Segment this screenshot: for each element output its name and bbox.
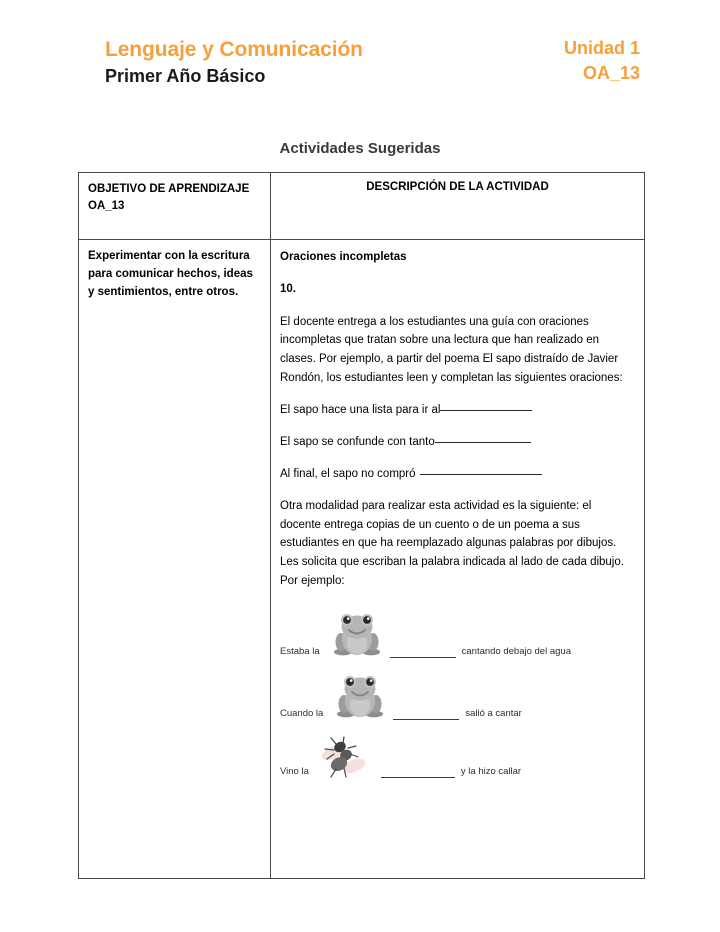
picture-sentence-3-tail: y la hizo callar [460, 766, 522, 778]
frog-illustration [326, 612, 388, 660]
picture-sentence-1-lead: Estaba la [280, 646, 320, 658]
picture-sentences-block [280, 612, 635, 780]
grade-title: Primer Año Básico [105, 65, 266, 86]
page-title: Actividades Sugeridas [279, 140, 441, 157]
picture-sentence-3-lead: Vino la [280, 766, 309, 778]
oa-code-label: OA_13 [582, 63, 640, 84]
fly-illustration [313, 736, 379, 780]
picture-sentence-row-1 [280, 612, 635, 660]
fill-sentence-2 [280, 433, 635, 452]
frog-illustration [329, 674, 391, 722]
activity-number: 10. [280, 283, 296, 296]
picture-sentence-1-tail: cantando debajo del agua [461, 646, 571, 658]
table-body [79, 240, 645, 879]
column-header-description: DESCRIPCIÓN DE LA ACTIVIDAD [271, 173, 645, 240]
table-row [79, 240, 645, 879]
unit-label: Unidad 1 [563, 38, 640, 58]
column-header-objective: OBJETIVO DE APRENDIZAJE OA_13 [79, 173, 271, 240]
activities-table [78, 172, 645, 879]
fill-sentence-3 [280, 465, 635, 484]
table-header-row [79, 173, 645, 240]
document-header [0, 0, 720, 87]
fill-blank-1 [440, 410, 532, 411]
fill-sentence-3-text: Al final, el sapo no compró [280, 467, 416, 480]
picture-sentence-2-lead: Cuando la [280, 708, 324, 720]
picture-sentence-2-blank [393, 719, 459, 720]
picture-sentence-row-2 [280, 674, 635, 722]
picture-sentence-row-3 [280, 736, 635, 780]
picture-sentence-1-blank [390, 657, 456, 658]
activity-paragraph-2: Otra modalidad para realizar esta actividad es la siguiente: el docente entrega copias de un cuento o de un poema a sus estudiantes en que ha reemplazado algunas palabras por dibujos. Les solicita que escriban la palabra indicada al lado de cada dibujo. Por ejemplo: [280, 500, 624, 587]
activity-lead-title: Oraciones incompletas [280, 251, 407, 263]
fill-sentence-2-text: El sapo se confunde con tanto [280, 435, 435, 448]
header-right-group [564, 38, 640, 84]
table-header [79, 173, 645, 240]
objective-cell: Experimentar con la escritura para comunicar hechos, ideas y sentimientos, entre otros. [79, 240, 271, 879]
subject-title: Lenguaje y Comunicación [105, 38, 363, 61]
activity-paragraph-1: El docente entrega a los estudiantes una guía con oraciones incompletas que tratan sobre una lectura que han realizado en clases. Por ejemplo, a partir del poema El sapo distraído de Javier Rondón, los estudiantes leen y completan las siguientes oraciones: [280, 315, 623, 384]
picture-sentence-3-blank [381, 777, 455, 778]
fill-blank-2 [435, 442, 531, 443]
fill-sentence-1 [280, 401, 635, 420]
header-left-group [105, 38, 363, 87]
fill-sentence-1-text: El sapo hace una lista para ir al [280, 404, 441, 417]
activity-description-cell [271, 240, 645, 879]
fill-blank-3 [420, 474, 542, 475]
picture-sentence-2-tail: salió a cantar [465, 708, 522, 720]
